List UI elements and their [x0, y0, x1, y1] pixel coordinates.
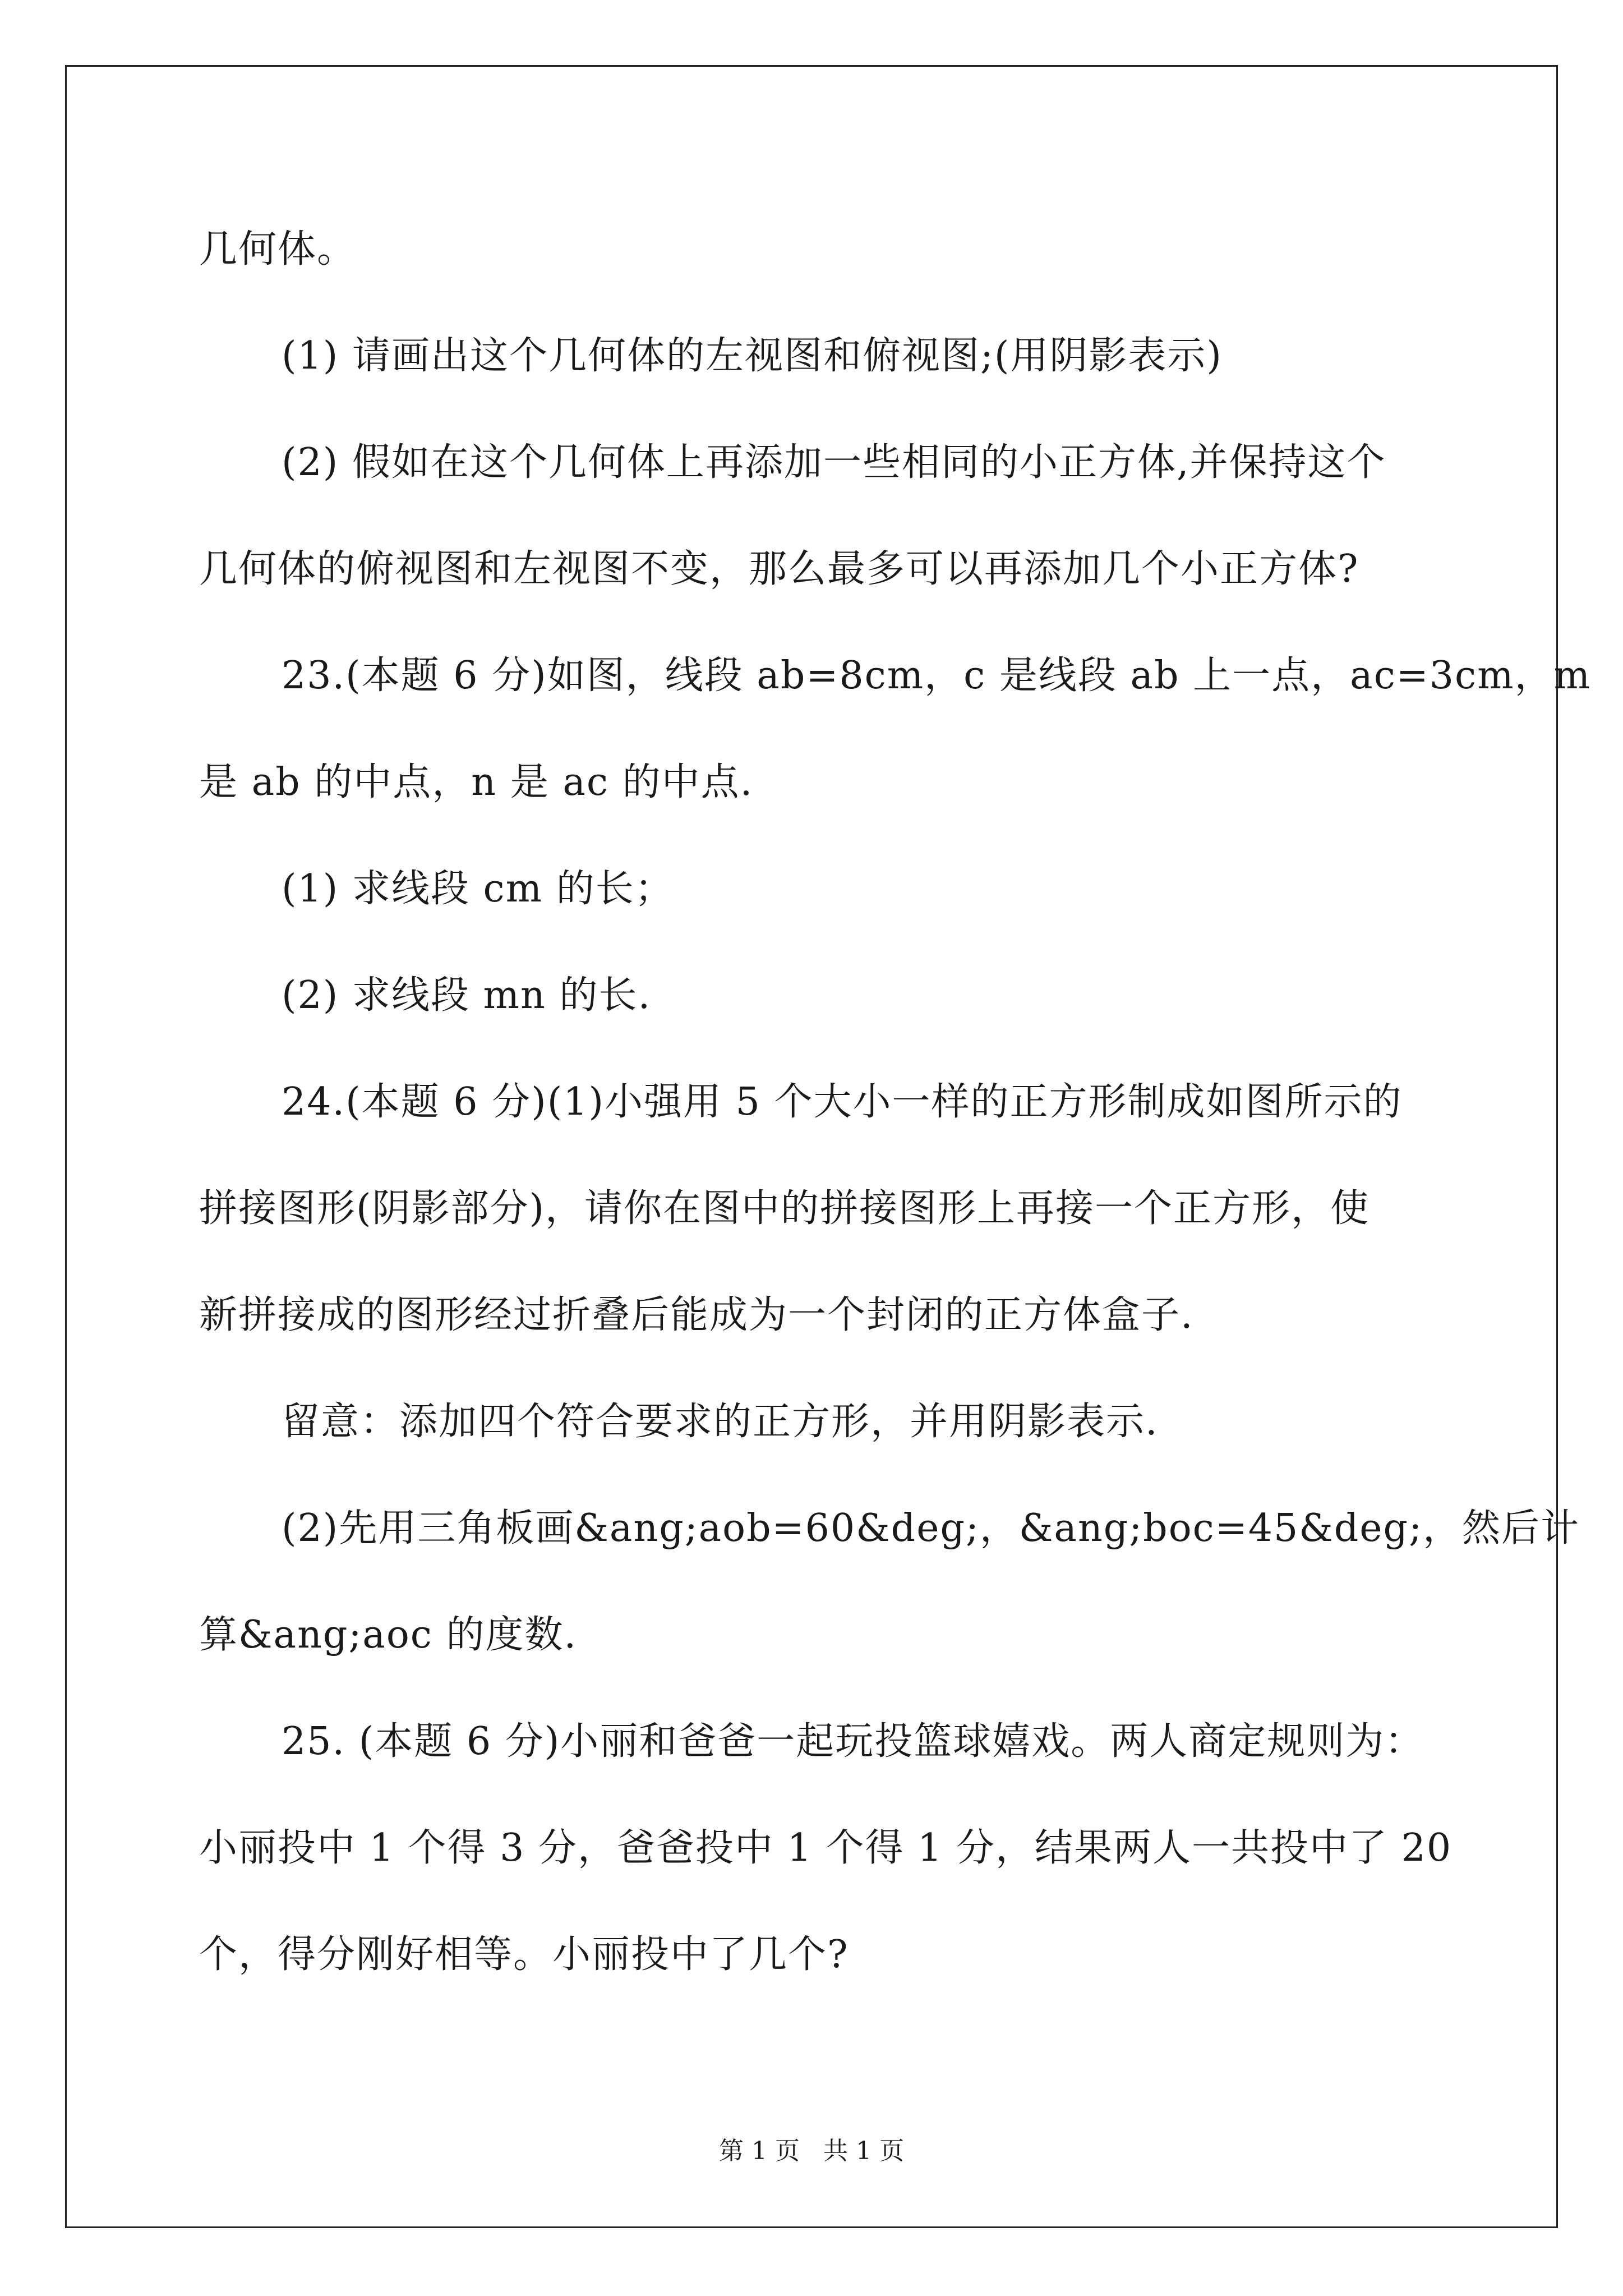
page-border: [65, 65, 1558, 2228]
page-footer: 第 1 页 共 1 页: [719, 2137, 904, 2165]
question-24-line-2: 拼接图形(阴影部分)，请你在图中的拼接图形上再接一个正方形，使: [199, 1186, 1370, 1231]
text-line-4: 几何体的俯视图和左视图不变，那么最多可以再添加几个小正方体?: [199, 547, 1359, 591]
question-23-line-1: 23.(本题 6 分)如图，线段 ab=8cm，c 是线段 ab 上一点，ac=3cm，m: [282, 654, 1592, 698]
question-24-part-2-line-2: 算&ang;aoc 的度数.: [199, 1613, 578, 1657]
question-24-note: 留意：添加四个符合要求的正方形，并用阴影表示.: [282, 1400, 1159, 1444]
question-23-line-2: 是 ab 的中点，n 是 ac 的中点.: [199, 760, 754, 804]
question-25-line-1: 25. (本题 6 分)小丽和爸爸一起玩投篮球嬉戏。两人商定规则为：: [282, 1719, 1424, 1764]
question-25-line-2: 小丽投中 1 个得 3 分，爸爸投中 1 个得 1 分，结果两人一共投中了 20: [199, 1826, 1453, 1870]
question-23-part-1: (1) 求线段 cm 的长；: [282, 867, 674, 911]
text-line-1: 几何体。: [199, 227, 357, 272]
question-25-line-3: 个，得分刚好相等。小丽投中了几个?: [199, 1932, 849, 1977]
question-23-part-2: (2) 求线段 mn 的长.: [282, 973, 652, 1018]
text-line-3: (2) 假如在这个几何体上再添加一些相同的小正方体,并保持这个: [282, 440, 1386, 485]
text-line-2: (1) 请画出这个几何体的左视图和俯视图;(用阴影表示): [282, 334, 1223, 378]
question-24-part-2-line-1: (2)先用三角板画&ang;aob=60&deg;，&ang;boc=45&deg;，然后计: [282, 1506, 1580, 1550]
question-24-line-1: 24.(本题 6 分)(1)小强用 5 个大小一样的正方形制成如图所示的: [282, 1080, 1403, 1124]
question-24-line-3: 新拼接成的图形经过折叠后能成为一个封闭的正方体盒子.: [199, 1293, 1194, 1337]
